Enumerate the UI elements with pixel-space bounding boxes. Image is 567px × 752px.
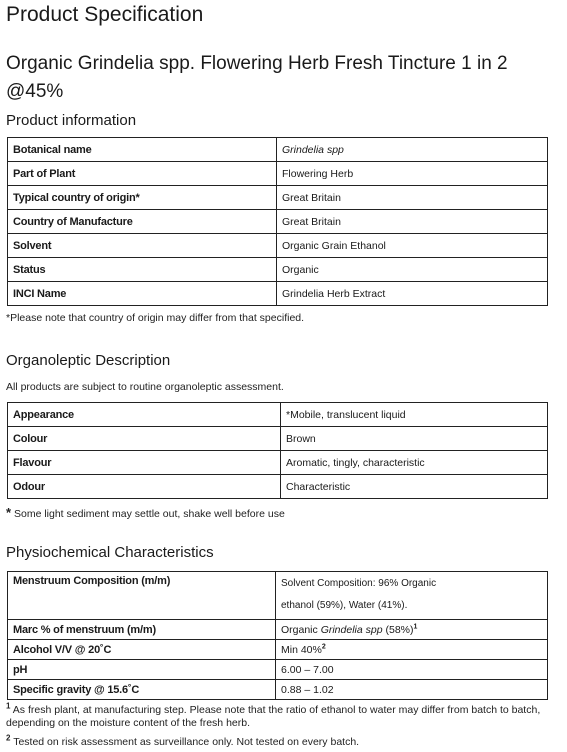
row-value: Great Britain [277, 186, 548, 210]
row-label: Flavour [8, 451, 281, 475]
menstruum-line-1: Solvent Composition: 96% Organic [281, 578, 437, 589]
table-row [8, 572, 548, 620]
row-label: Specific gravity @ 15.6˚C [8, 680, 276, 700]
sediment-note-marker: * [6, 505, 12, 520]
botanical-name-value: Grindelia spp [282, 143, 344, 156]
table-row [8, 186, 548, 210]
row-value: 0.88 – 1.02 [276, 680, 548, 700]
footnote-marker: 1 [6, 701, 11, 711]
origin-note: *Please note that country of origin may differ from that specified. [6, 312, 305, 324]
table-row [8, 258, 548, 282]
row-label: Solvent [8, 234, 277, 258]
product-information-table [7, 137, 548, 306]
table-row [8, 475, 548, 499]
table-row [8, 620, 548, 640]
row-value: Grindelia Herb Extract [277, 282, 548, 306]
row-value: Organic Grain Ethanol [277, 234, 548, 258]
row-label: Alcohol V/V @ 20˚C [8, 640, 276, 660]
sediment-note [6, 506, 285, 521]
row-value: Organic [277, 258, 548, 282]
row-label: Typical country of origin* [8, 186, 277, 210]
table-row [8, 282, 548, 306]
menstruum-line-2: ethanol (59%), Water (41%). [281, 600, 408, 611]
sediment-note-text: Some light sediment may settle out, shake well before use [13, 508, 285, 520]
table-row [8, 234, 548, 258]
table-row [8, 162, 548, 186]
row-value: Great Britain [277, 210, 548, 234]
row-label: Appearance [8, 403, 281, 427]
row-value: Brown [281, 427, 548, 451]
product-name: Organic Grindelia spp. Flowering Herb Fresh Tincture 1 in 2 @45% [6, 53, 508, 102]
row-value: *Mobile, translucent liquid [281, 403, 548, 427]
row-label: Marc % of menstruum (m/m) [8, 620, 276, 640]
row-label: Menstruum Composition (m/m) [8, 572, 276, 620]
alcohol-value: Min 40%$^2$ [276, 640, 548, 660]
organoleptic-heading: Organoleptic Description [6, 352, 171, 369]
footnote-ref-2: 2 [321, 643, 326, 650]
row-label: Odour [8, 475, 281, 499]
organoleptic-table [7, 402, 548, 499]
table-row [8, 138, 548, 162]
footnote-text: As fresh plant, at manufacturing step. Please note that the ratio of ethanol to water may differ from batch to batch, depending on the moisture content of the fresh herb. [6, 704, 541, 729]
row-label: Botanical name [8, 138, 277, 162]
table-row [8, 680, 548, 700]
row-label: pH [8, 660, 276, 680]
table-row [8, 427, 548, 451]
table-row [8, 403, 548, 427]
row-value: Characteristic [281, 475, 548, 499]
row-label: Status [8, 258, 277, 282]
row-value: Flowering Herb [277, 162, 548, 186]
table-row [8, 210, 548, 234]
row-value: 6.00 – 7.00 [276, 660, 548, 680]
marc-value: Organic Grindelia spp $(58\%)^1$ [276, 620, 548, 640]
page-title: Product Specification [6, 3, 204, 26]
row-value: Aromatic, tingly, characteristic [281, 451, 548, 475]
table-row [8, 640, 548, 660]
row-label: Colour [8, 427, 281, 451]
row-label: Country of Manufacture [8, 210, 277, 234]
row-label: INCI Name [8, 282, 277, 306]
row-label: Part of Plant [8, 162, 277, 186]
physiochemical-heading: Physiochemical Characteristics [6, 544, 214, 561]
organoleptic-intro: All products are subject to routine organoleptic assessment. [6, 381, 284, 393]
footnote-ref-1: 1 [413, 623, 418, 630]
footnote-1 [6, 701, 564, 730]
footnote-2 [6, 733, 564, 749]
footnote-marker: 2 [6, 733, 11, 743]
product-information-heading: Product information [6, 112, 137, 129]
footnote-text: Tested on risk assessment as surveillance only. Not tested on every batch. [13, 736, 360, 748]
table-row [8, 451, 548, 475]
physiochemical-table [7, 571, 548, 700]
table-row [8, 660, 548, 680]
species-name: Grindelia spp [320, 623, 383, 636]
